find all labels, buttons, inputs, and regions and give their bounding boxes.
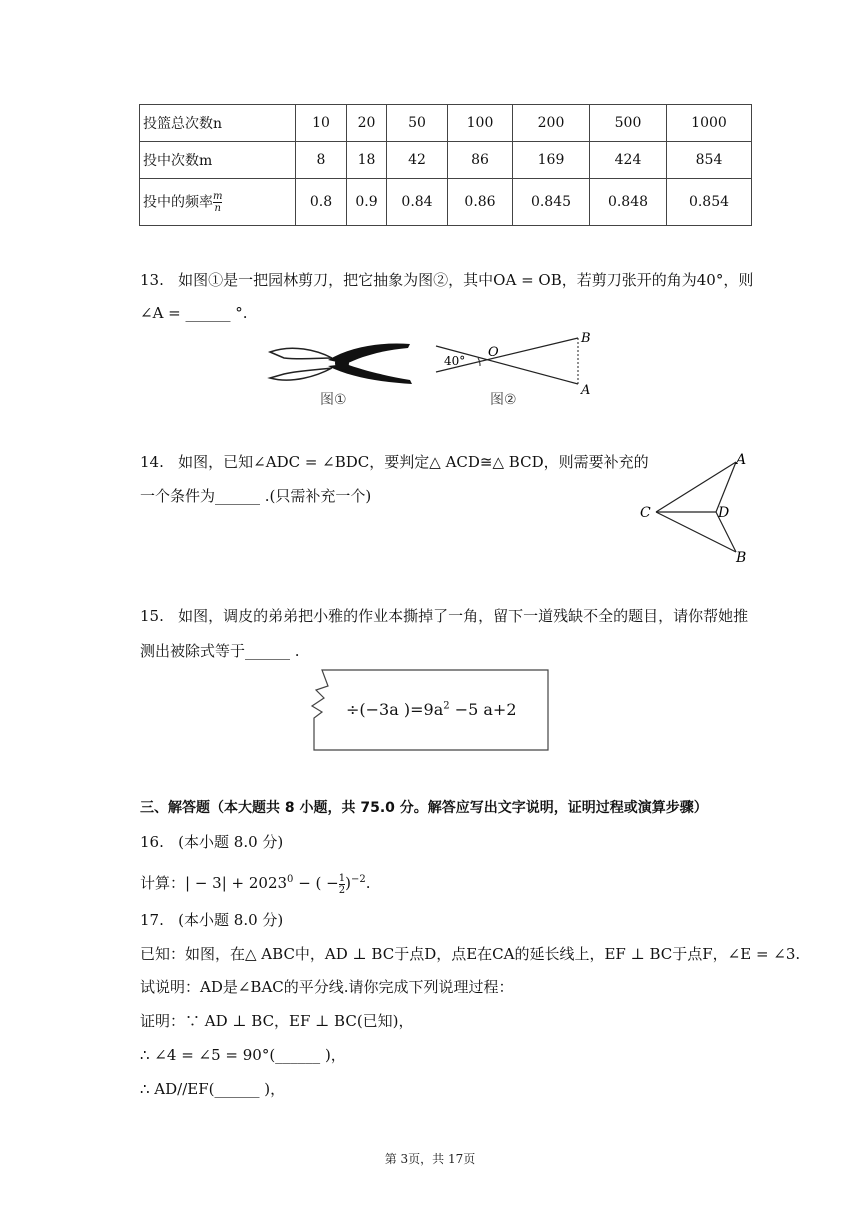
table-cell: 0.84 <box>387 179 448 226</box>
question-number: 16. <box>140 833 164 851</box>
table-cell: 18 <box>347 142 387 179</box>
q17-line1: 已知：如图，在△ ABC中，AD ⊥ BC于点D，点E在CA的延长线上，EF ⊥ BC于点F，∠E = ∠3. <box>140 945 801 963</box>
calc-close: ) <box>345 874 351 892</box>
expression-text: ÷(−3a )=9a <box>346 700 444 719</box>
point-a-label: A <box>581 383 591 398</box>
q14-text: 如图，已知∠ADC = ∠BDC，要判定△ ACD≅△ BCD，则需要补充的 <box>178 453 649 471</box>
table-cell: 0.848 <box>590 179 667 226</box>
fig2-caption: 图② <box>490 392 517 408</box>
scissors-figure <box>262 336 422 412</box>
q15-text: 如图，调皮的弟弟把小雅的作业本撕掉了一角，留下一道残缺不全的题目，请你帮她推 <box>178 607 749 625</box>
point-a-label: A <box>736 452 747 468</box>
table-cell: 169 <box>513 142 590 179</box>
q17-heading <box>140 910 283 930</box>
point-d-label: D <box>718 505 730 521</box>
expression-text-end: −5 a+2 <box>449 700 517 719</box>
table-cell: 投篮总次数n <box>140 105 296 142</box>
point-b-label: B <box>736 550 747 566</box>
q17-line3: 证明：∵ AD ⊥ BC，EF ⊥ BC(已知)， <box>140 1012 414 1030</box>
page-footer: 第 3页，共 17页 <box>384 1152 476 1166</box>
q17-line5: ∴ AD//EF(______ )， <box>140 1080 286 1098</box>
table-cell: 42 <box>387 142 448 179</box>
table-cell: 424 <box>590 142 667 179</box>
table-cell <box>140 179 296 226</box>
table-cell: 0.854 <box>667 179 752 226</box>
q17-line4: ∴ ∠4 = ∠5 = 90°(______ )， <box>140 1046 346 1064</box>
table-cell: 0.8 <box>296 179 347 226</box>
calc-text: 计算：| − 3| + 2023 <box>140 874 288 892</box>
table-cell: 100 <box>448 105 513 142</box>
table-cell: 0.845 <box>513 179 590 226</box>
fig1-caption: 图① <box>320 392 347 408</box>
quadrilateral-figure <box>636 448 756 568</box>
fraction-denominator: 2 <box>338 884 346 896</box>
angle-figure <box>432 328 602 412</box>
q13-text: 如图①是一把园林剪刀，把它抽象为图②，其中OA = OB，若剪刀张开的角为40°，则 <box>178 271 754 289</box>
question-number: 13. <box>140 271 164 289</box>
table-cell: 10 <box>296 105 347 142</box>
angle-label: 40° <box>444 354 466 368</box>
calc-exponent-zero: 0 <box>287 874 294 885</box>
point-c-label: C <box>640 505 651 521</box>
frequency-label: 投中的频率 <box>143 194 213 210</box>
table-cell: 50 <box>387 105 448 142</box>
question-number: 15. <box>140 607 164 625</box>
q13-line1 <box>140 270 753 290</box>
q17-line2: 试说明：AD是∠BAC的平分线.请你完成下列说理过程： <box>140 978 514 996</box>
table-cell: 8 <box>296 142 347 179</box>
calc-text-mid: − ( − <box>293 874 339 892</box>
q15-line1 <box>140 606 748 626</box>
q16-calc <box>140 866 370 897</box>
section-heading: 三、解答题（本大题共 8 小题，共 75.0 分。解答应写出文字说明，证明过程或演算步骤） <box>140 800 708 816</box>
torn-expression <box>346 700 517 719</box>
points-label: (本小题 8.0 分) <box>178 833 284 851</box>
question-number: 14. <box>140 453 164 471</box>
table-cell: 20 <box>347 105 387 142</box>
table-row <box>140 105 752 142</box>
frequency-table <box>139 104 752 226</box>
table-cell: 500 <box>590 105 667 142</box>
table-cell: 0.86 <box>448 179 513 226</box>
table-cell: 1000 <box>667 105 752 142</box>
table-cell: 0.9 <box>347 179 387 226</box>
table-cell: 投中次数m <box>140 142 296 179</box>
calc-end: . <box>365 874 371 892</box>
q16-heading <box>140 832 283 852</box>
table-cell: 854 <box>667 142 752 179</box>
expression-exponent: 2 <box>443 700 450 712</box>
question-number: 17. <box>140 911 164 929</box>
calc-exponent: −2 <box>350 874 366 885</box>
point-o-label: O <box>488 345 499 360</box>
table-cell: 200 <box>513 105 590 142</box>
points-label: (本小题 8.0 分) <box>178 911 284 929</box>
q13-line2: ∠A = ______ °. <box>140 304 248 322</box>
m-over-n-fraction: $\frac{m}{n}$ <box>213 190 223 214</box>
q15-line2: 测出被除式等于______ . <box>140 642 300 660</box>
fraction-numerator: 1 <box>338 872 346 884</box>
table-row <box>140 179 752 226</box>
q14-line2: 一个条件为______ .(只需补充一个) <box>140 487 372 505</box>
q14-line1 <box>140 452 649 472</box>
table-cell: 86 <box>448 142 513 179</box>
table-row <box>140 142 752 179</box>
point-b-label: B <box>581 331 591 346</box>
